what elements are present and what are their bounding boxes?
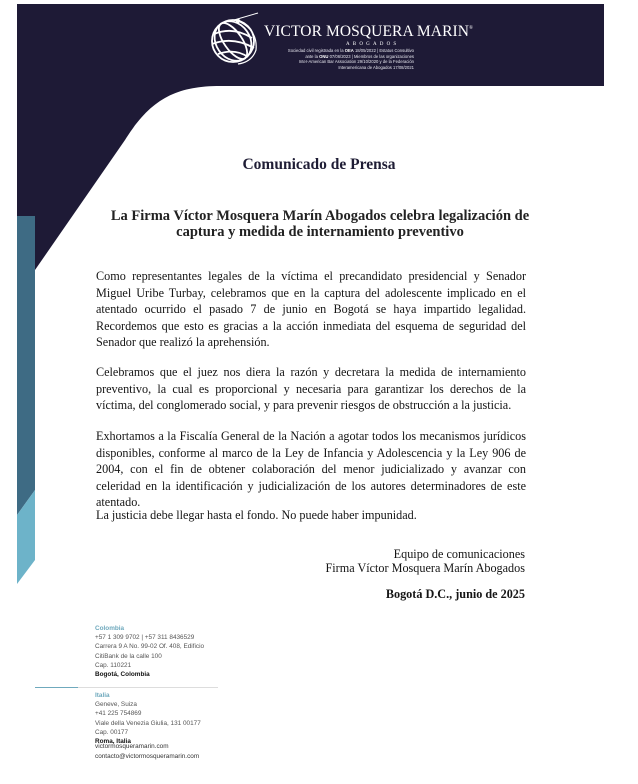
footer-divider-accent: [35, 687, 78, 688]
office-italia: [95, 691, 201, 746]
dark-teal-band: [17, 216, 35, 515]
office-address: Viale della Venezia Giulia, 131 00177: [95, 719, 201, 727]
brand-subtitle: ABOGADOS: [346, 42, 400, 47]
globe-icon: [208, 12, 262, 66]
registration-line: Inter-American Bar Association 29/10/2020 y de la Federación: [298, 59, 414, 65]
place-date: Bogotá D.C., junio de 2025: [385, 587, 525, 601]
office-city: Roma, Italia: [95, 738, 131, 746]
office-country: Italia: [95, 692, 110, 699]
office-colombia: [95, 624, 204, 679]
office-city: Bogotá, Colombia: [95, 671, 150, 679]
website-link[interactable]: victormosqueramarin.com: [95, 743, 169, 750]
office-postal: Cap. 110221: [95, 661, 132, 669]
signature-block: [300, 547, 525, 575]
body-paragraph: Celebramos que el juez nos diera la razón y decretara la medida de internamiento preventivo, la cual es proporcional y necesaria para garantizar los derechos de la víctima, del conglomerado social, y para prevenir riesgos de obstrucción a la justicia.: [96, 365, 526, 412]
office-postal: Cap. 00177: [95, 728, 129, 736]
contact-links: [95, 742, 199, 762]
office-phone: +41 225 754869: [95, 710, 142, 718]
body-paragraph: Exhortamos a la Fiscalía General de la Nación a agotar todos los mecanismos jurídicos disponibles, conforme al marco de la Ley de Infancia y Adolescencia y la Ley 906 de 2004, con el fin de obtener colaboración del menor judicializado y avanzar con celeridad en la identificación y judicialización de los autores determinadores de este atentado.: [96, 429, 526, 509]
registration-info: [256, 48, 414, 70]
office-line: Geneve, Suiza: [95, 701, 137, 709]
registration-line: ante la ONU 07/06/2023 | Miembros de las organizaciones: [305, 53, 414, 59]
firm-logo: [208, 12, 473, 78]
closing-paragraph: La justicia debe llegar hasta el fondo. No puede haber impunidad.: [96, 508, 417, 522]
office-country: Colombia: [95, 625, 125, 632]
signature-firm: Firma Víctor Mosquera Marín Abogados: [325, 561, 525, 575]
office-phones: +57 1 309 9702 | +57 311 8436529: [95, 634, 195, 642]
signature-team: Equipo de comunicaciones: [393, 547, 525, 561]
office-address: CitiBank de la calle 100: [95, 652, 162, 660]
email-link[interactable]: contacto@victormosqueramarin.com: [95, 753, 200, 760]
body-paragraph: Como representantes legales de la víctima el precandidato presidencial y Senador Miguel Uribe Turbay, celebramos que en la captura del adolescente implicado en el atentado ocurrido el pasado 7 de junio en Bogotá se haya impartido legalidad. Recordemos que esto es gracias a la acción inmediata del esquema de seguridad del Senador que realizó la aprehensión.: [96, 269, 526, 349]
brand-name: VICTOR MOSQUERA MARIN®: [264, 23, 473, 40]
registration-line: Sociedad civil registrada en la OEA 18/05/2022 | Estatus Consultivo: [287, 48, 414, 53]
document-title: Comunicado de Prensa: [242, 156, 396, 173]
document-headline: La Firma Víctor Mosquera Marín Abogados celebra legalización de captura y medida de internamiento preventivo: [110, 208, 530, 240]
registration-line: Interamericana de Abogados 17/08/2021: [338, 64, 414, 70]
office-address: Carrera 9 A No. 99-02 Of. 408, Edificio: [95, 643, 205, 651]
